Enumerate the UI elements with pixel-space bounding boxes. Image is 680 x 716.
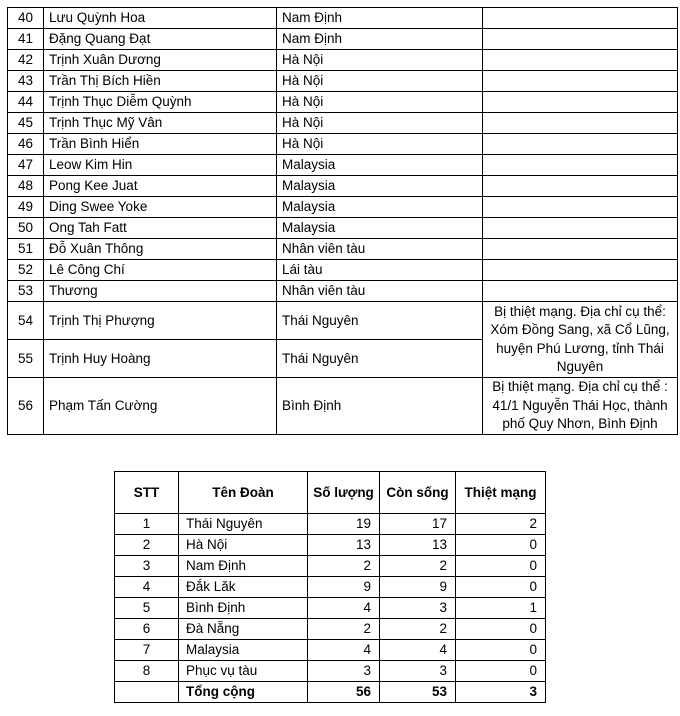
table-row — [8, 8, 678, 29]
passenger-origin: Thái Nguyên — [277, 340, 483, 378]
passenger-origin: Nhân viên tàu — [277, 239, 483, 260]
summary-team: Malaysia — [179, 640, 308, 661]
summary-count: 9 — [308, 577, 380, 598]
table-row — [8, 239, 678, 260]
passenger-name: Lưu Quỳnh Hoa — [44, 8, 277, 29]
passenger-note — [483, 281, 678, 302]
summary-team: Phục vụ tàu — [179, 661, 308, 682]
passenger-note — [483, 260, 678, 281]
passenger-name: Phạm Tấn Cường — [44, 378, 277, 435]
passenger-origin: Nam Định — [277, 29, 483, 50]
summary-alive: 13 — [380, 535, 456, 556]
summary-row — [115, 556, 546, 577]
summary-team: Hà Nội — [179, 535, 308, 556]
table-row — [8, 71, 678, 92]
row-number: 50 — [8, 218, 44, 239]
summary-row — [115, 535, 546, 556]
summary-total-alive: 53 — [380, 682, 456, 703]
passenger-name: Ong Tah Fatt — [44, 218, 277, 239]
summary-alive: 4 — [380, 640, 456, 661]
summary-stt: 5 — [115, 598, 179, 619]
table-row — [8, 281, 678, 302]
summary-dead: 0 — [456, 640, 546, 661]
passenger-origin: Malaysia — [277, 155, 483, 176]
summary-alive: 9 — [380, 577, 456, 598]
passenger-note — [483, 155, 678, 176]
passenger-name: Lê Công Chí — [44, 260, 277, 281]
summary-team: Thái Nguyên — [179, 514, 308, 535]
summary-row — [115, 598, 546, 619]
table-row — [8, 197, 678, 218]
summary-total-count: 56 — [308, 682, 380, 703]
summary-stt: 8 — [115, 661, 179, 682]
summary-dead: 0 — [456, 535, 546, 556]
summary-dead: 0 — [456, 556, 546, 577]
column-header-stt: STT — [115, 472, 179, 514]
row-number: 53 — [8, 281, 44, 302]
passenger-note — [483, 113, 678, 134]
table-row — [8, 155, 678, 176]
passenger-name: Trịnh Thục Diễm Quỳnh — [44, 92, 277, 113]
summary-stt: 3 — [115, 556, 179, 577]
passenger-name: Trịnh Xuân Dương — [44, 50, 277, 71]
summary-stt: 4 — [115, 577, 179, 598]
summary-dead: 1 — [456, 598, 546, 619]
passenger-origin: Nhân viên tàu — [277, 281, 483, 302]
summary-dead: 0 — [456, 661, 546, 682]
row-number: 40 — [8, 8, 44, 29]
row-number: 54 — [8, 302, 44, 340]
table-row — [8, 134, 678, 155]
row-number: 42 — [8, 50, 44, 71]
table-row — [8, 92, 678, 113]
column-header-team: Tên Đoàn — [179, 472, 308, 514]
summary-count: 4 — [308, 598, 380, 619]
passenger-note — [483, 134, 678, 155]
passenger-origin: Hà Nội — [277, 113, 483, 134]
row-number: 45 — [8, 113, 44, 134]
passenger-origin: Hà Nội — [277, 134, 483, 155]
passenger-name: Trịnh Thị Phượng — [44, 302, 277, 340]
passenger-origin: Malaysia — [277, 218, 483, 239]
row-number: 55 — [8, 340, 44, 378]
summary-team: Nam Định — [179, 556, 308, 577]
passenger-note — [483, 8, 678, 29]
summary-count: 2 — [308, 556, 380, 577]
passenger-note — [483, 218, 678, 239]
summary-stt: 7 — [115, 640, 179, 661]
passenger-name: Trịnh Thục Mỹ Vân — [44, 113, 277, 134]
passenger-origin: Malaysia — [277, 176, 483, 197]
row-number: 51 — [8, 239, 44, 260]
row-number: 49 — [8, 197, 44, 218]
passenger-name: Pong Kee Juat — [44, 176, 277, 197]
table-row — [8, 302, 678, 340]
passenger-note — [483, 71, 678, 92]
passenger-note — [483, 197, 678, 218]
column-header-count: Số lượng — [308, 472, 380, 514]
column-header-alive: Còn sống — [380, 472, 456, 514]
table-row — [8, 378, 678, 435]
summary-row — [115, 661, 546, 682]
summary-row — [115, 640, 546, 661]
passenger-origin: Lái tàu — [277, 260, 483, 281]
summary-alive: 3 — [380, 661, 456, 682]
summary-count: 4 — [308, 640, 380, 661]
table-row — [8, 113, 678, 134]
passenger-note — [483, 50, 678, 71]
passenger-origin: Malaysia — [277, 197, 483, 218]
passenger-table — [7, 7, 678, 435]
passenger-name: Đặng Quang Đạt — [44, 29, 277, 50]
passenger-note — [483, 92, 678, 113]
passenger-note: Bị thiệt mạng. Địa chỉ cụ thể : 41/1 Nguyễn Thái Học, thành phố Quy Nhơn, Bình Định — [483, 378, 678, 435]
row-number: 47 — [8, 155, 44, 176]
passenger-name: Trần Thị Bích Hiền — [44, 71, 277, 92]
table-row — [8, 29, 678, 50]
summary-alive: 17 — [380, 514, 456, 535]
row-number: 56 — [8, 378, 44, 435]
summary-count: 2 — [308, 619, 380, 640]
summary-stt: 2 — [115, 535, 179, 556]
summary-stt: 6 — [115, 619, 179, 640]
summary-row — [115, 514, 546, 535]
row-number: 41 — [8, 29, 44, 50]
summary-total-label: Tổng cộng — [179, 682, 308, 703]
table-row — [8, 50, 678, 71]
passenger-name: Trần Bình Hiển — [44, 134, 277, 155]
summary-alive: 2 — [380, 556, 456, 577]
passenger-origin: Hà Nội — [277, 50, 483, 71]
passenger-origin: Hà Nội — [277, 71, 483, 92]
column-header-dead: Thiệt mạng — [456, 472, 546, 514]
summary-count: 13 — [308, 535, 380, 556]
passenger-note: Bị thiệt mạng. Địa chỉ cụ thể: Xóm Đồng Sang, xã Cổ Lũng, huyện Phú Lương, tỉnh Thái Nguyên — [483, 302, 678, 378]
passenger-origin: Hà Nội — [277, 92, 483, 113]
summary-alive: 3 — [380, 598, 456, 619]
summary-stt: 1 — [115, 514, 179, 535]
passenger-name: Leow Kim Hin — [44, 155, 277, 176]
passenger-name: Thương — [44, 281, 277, 302]
summary-count: 19 — [308, 514, 380, 535]
table-row — [8, 218, 678, 239]
summary-count: 3 — [308, 661, 380, 682]
passenger-note — [483, 239, 678, 260]
row-number: 48 — [8, 176, 44, 197]
table-row — [8, 260, 678, 281]
passenger-origin: Bình Định — [277, 378, 483, 435]
summary-alive: 2 — [380, 619, 456, 640]
summary-dead: 0 — [456, 619, 546, 640]
summary-row — [115, 577, 546, 598]
summary-header-row — [115, 472, 546, 514]
passenger-name: Ding Swee Yoke — [44, 197, 277, 218]
row-number: 46 — [8, 134, 44, 155]
passenger-origin: Thái Nguyên — [277, 302, 483, 340]
summary-row — [115, 619, 546, 640]
summary-team: Bình Định — [179, 598, 308, 619]
summary-table — [114, 471, 546, 703]
passenger-origin: Nam Định — [277, 8, 483, 29]
summary-total-row — [115, 682, 546, 703]
passenger-name: Trịnh Huy Hoàng — [44, 340, 277, 378]
row-number: 43 — [8, 71, 44, 92]
summary-dead: 2 — [456, 514, 546, 535]
summary-team: Đắk Lăk — [179, 577, 308, 598]
summary-team: Đà Nẵng — [179, 619, 308, 640]
passenger-name: Đỗ Xuân Thông — [44, 239, 277, 260]
summary-dead: 0 — [456, 577, 546, 598]
row-number: 44 — [8, 92, 44, 113]
summary-total-dead: 3 — [456, 682, 546, 703]
passenger-note — [483, 29, 678, 50]
summary-total-blank — [115, 682, 179, 703]
table-row — [8, 176, 678, 197]
passenger-note — [483, 176, 678, 197]
row-number: 52 — [8, 260, 44, 281]
